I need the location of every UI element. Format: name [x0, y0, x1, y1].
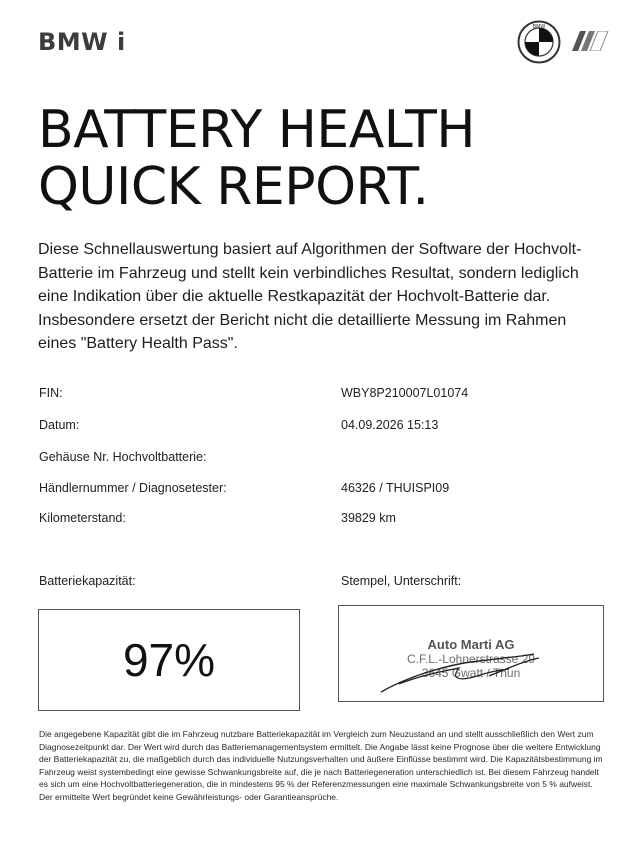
field-row-kilometer — [39, 511, 599, 531]
haendler-value: 46326 / THUISPI09 — [341, 481, 450, 495]
stamp-line-3: 3645 Gwatt / Thun — [421, 666, 521, 680]
haendler-label: Händlernummer / Diagnosetester: — [39, 481, 227, 495]
report-title — [38, 102, 475, 216]
capacity-label: Batteriekapazität: — [39, 574, 136, 588]
bmw-i-stripes-logo — [572, 31, 610, 51]
kilometer-value: 39829 km — [341, 511, 396, 525]
datum-label: Datum: — [39, 418, 80, 432]
handwritten-signature — [339, 606, 605, 703]
brand-name: BMW i — [38, 28, 126, 56]
gehaeuse-label: Gehäuse Nr. Hochvoltbatterie: — [39, 450, 207, 464]
field-row-datum — [39, 418, 599, 438]
intro-paragraph: Diese Schnellauswertung basiert auf Algorithmen der Software der Hochvolt-Batterie im Fahrzeug und stellt kein verbindliches Resultat, sondern lediglich eine Indikation über die aktuelle Restkapazität der Hochvolt-Batterie dar. Insbesondere ersetzt der Bericht nicht die detaillierte Messung im Rahmen eines "Battery Health Pass". — [38, 241, 582, 352]
stamp-signature-box — [338, 605, 604, 702]
field-row-haendler — [39, 481, 599, 501]
title-line-1: BATTERY HEALTH — [38, 100, 475, 160]
stamp-line-1: Auto Marti AG — [427, 637, 515, 652]
field-row-fin — [39, 386, 599, 406]
title-line-2: QUICK REPORT. — [38, 157, 429, 217]
capacity-box — [38, 609, 300, 711]
kilometer-label: Kilometerstand: — [39, 511, 126, 525]
field-row-gehaeuse — [39, 450, 599, 470]
datum-value: 04.09.2026 15:13 — [341, 418, 439, 432]
footer-disclaimer: Die angegebene Kapazität gibt die im Fahrzeug nutzbare Batteriekapazität im Vergleich zum Neuzustand an und stellt ausschließlich den Wert zum Diagnosezeitpunkt dar. Der Wert wird durch das Batteriemanagementsystem ermittelt. Die Angabe lässt keine Prognose über die weitere Entwicklung der Batteriekapazität zu, die maßgeblich durch das individuelle Nutzungsverhalten und äußere Einflüsse bestimmt wird. Die Kapazitätsbestimmung im Fahrzeug weist systembedingt eine gewisse Schwankungsbreite auf, die je nach Batteriegeneration unterschiedlich ist. Bei diesem Fahrzeug handelt es sich um eine Hochvoltbatteriegeneration, die in mindestens 95 % der Referenzmessungen eine maximale Schwankungsbreite von 5 % aufweist. Der ermittelte Wert begründet keine Gewährleistungs- oder Garantieansprüche. — [39, 729, 603, 802]
capacity-value: 97% — [122, 634, 216, 686]
stamp-line-2: C.F.L.-Lohnerstrasse 29 — [406, 652, 536, 666]
fin-value: WBY8P210007L01074 — [341, 386, 469, 400]
fin-label: FIN: — [39, 386, 63, 400]
bmw-roundel-logo — [517, 20, 561, 64]
stamp-label: Stempel, Unterschrift: — [341, 574, 462, 588]
logo-letters: BMW — [532, 23, 546, 30]
